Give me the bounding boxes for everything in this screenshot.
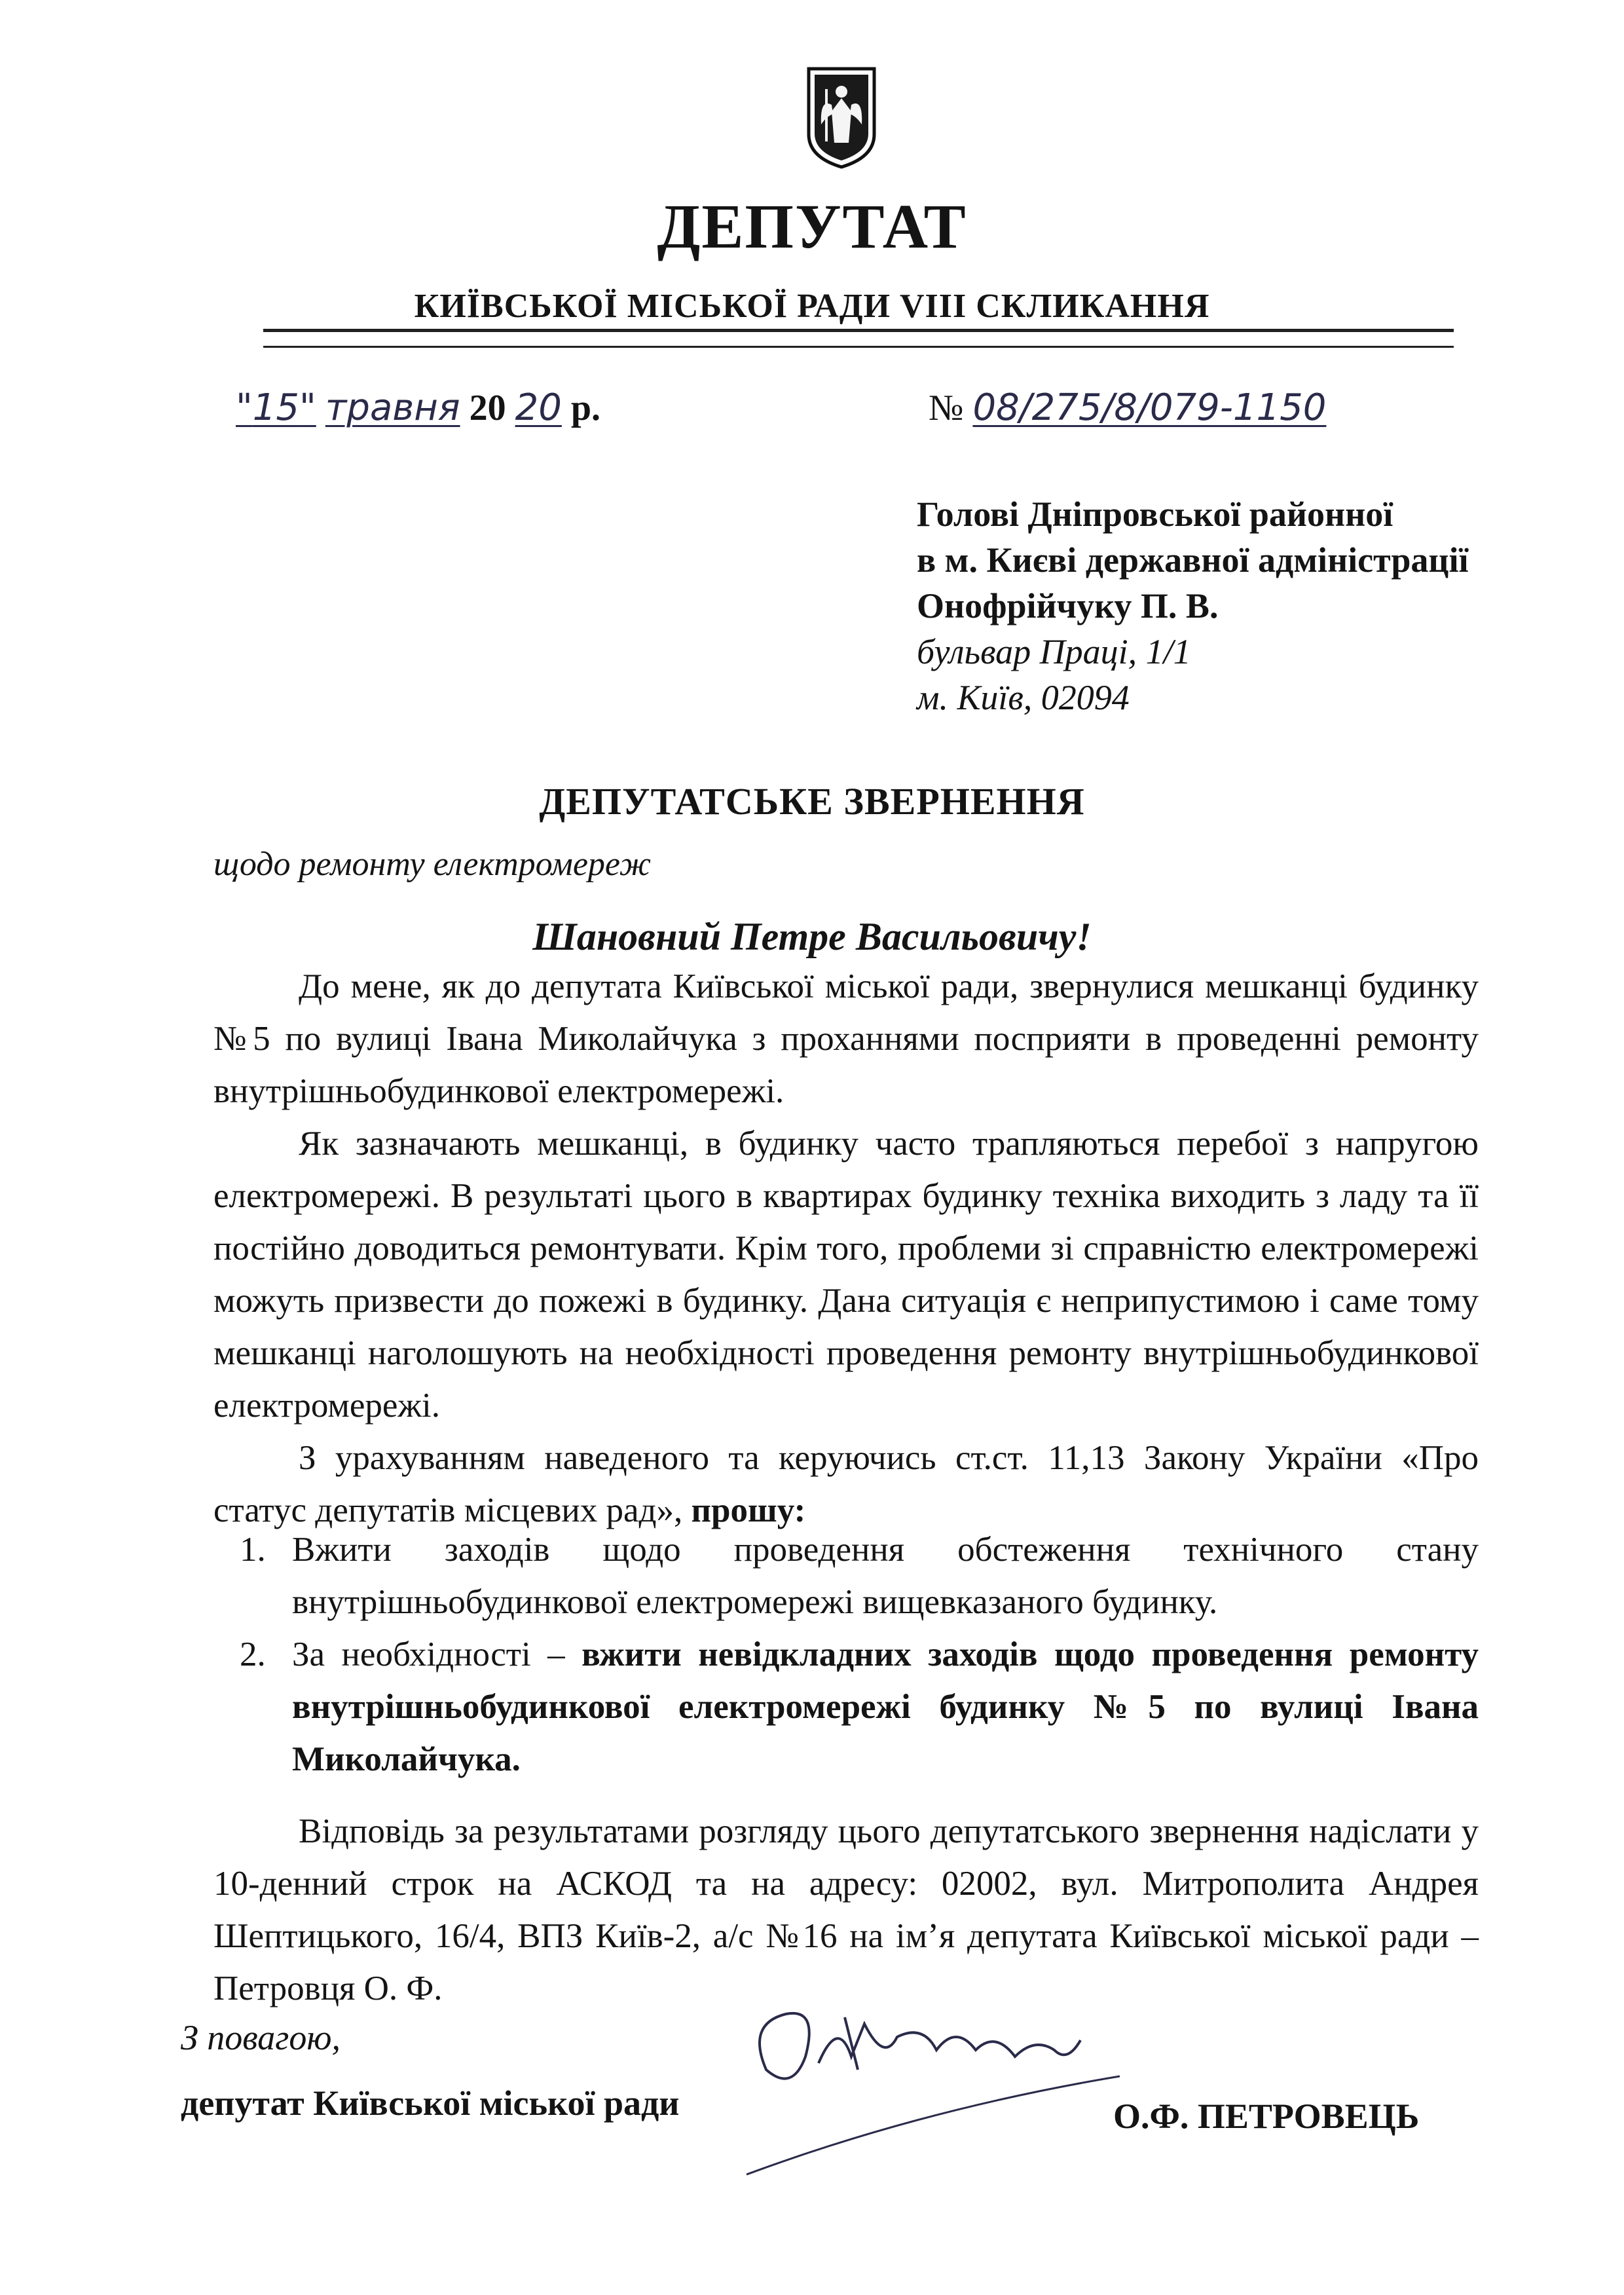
body-paragraph-1: До мене, як до депутата Київської міської ради, звернулися мешканці будинку №5 по вулиці Івана Миколайчука з проханнями посприяти в проведенні ремонту внутрішньобудинкової електромережі. [213,967,1479,1110]
date-suffix: р. [570,388,601,428]
document-reference [929,386,1326,429]
kyiv-coat-of-arms-icon [805,65,877,170]
handwritten-signature [727,1978,1133,2194]
addressee-line-1: Голові Дніпровської районної [917,494,1393,534]
request-item-1-number: 1. [240,1531,266,1569]
closing: З повагою, [181,2018,341,2057]
reference-prefix: № [929,388,964,428]
date-month: травня [325,386,460,429]
letterhead-title: ДЕПУТАТ [657,191,967,261]
addressee-line-2: в м. Києві державної адміністрації [917,540,1469,580]
signatory-position: депутат Київської міської ради [181,2083,680,2123]
date-close-quote: " [299,386,316,429]
date-year-prefix: 20 [469,388,506,428]
addressee-city: м. Київ, 02094 [917,678,1130,717]
request-verb: прошу: [691,1491,806,1529]
request-item-2 [213,1628,1479,1785]
addressee-block [917,491,1468,720]
request-item-1 [213,1523,1479,1628]
letterhead-rule-thick [263,329,1454,332]
reference-number: 08/275/8/079-1150 [972,386,1327,429]
salutation: Шановний Петре Васильовичу! [532,915,1092,958]
letterhead-subtitle: КИЇВСЬКОЇ МІСЬКОЇ РАДИ VIII СКЛИКАННЯ [414,288,1210,325]
request-item-2-bold: вжити невідкладних заходів щодо проведення ремонту внутрішньобудинкової електромережі будинку №5 по вулиці Івана Миколайчука. [292,1635,1479,1778]
request-item-2-number: 2. [240,1635,266,1673]
signatory-name: О.Ф. ПЕТРОВЕЦЬ [1113,2097,1420,2136]
request-item-1-text: Вжити заходів щодо проведення обстеження технічного стану внутрішньобудинкової електромережі вищевказаного будинку. [292,1531,1479,1621]
document-type: ДЕПУТАТСЬКЕ ЗВЕРНЕННЯ [539,780,1085,823]
document-date [236,386,600,429]
document-subject: щодо ремонту електромереж [213,846,652,883]
request-intro: З урахуванням наведеного та керуючись ст.ст. 11,13 Закону України «Про статус депутатів місцевих рад», [213,1439,1479,1529]
request-item-2-text [292,1628,1479,1785]
body-paragraph-2: Як зазначають мешканці, в будинку часто трапляються перебої з напругою електромережі. В результаті цього в квартирах будинку техніка виходить з ладу та її постійно доводиться ремонтувати. Крім того, проблеми зі справністю електромережі можуть призвести до пожежі в будинку. Дана ситуація є неприпустимою і саме тому мешканці наголошують на необхідності проведення ремонту внутрішньобудинкової електромережі. [213,1125,1479,1425]
body-paragraph-3 [213,1432,1479,1537]
date-year-suffix: 20 [515,386,562,429]
date-open-quote: " [236,386,253,429]
request-item-2-lead: За необхідності – [292,1635,565,1673]
body-paragraph-4: Відповідь за результатами розгляду цього депутатського звернення надіслати у 10-денний строк на АСКОД та на адресу: 02002, вул. Митрополита Андрея Шептицького, 16/4, ВПЗ Київ-2, а/с №16 на ім’я депутата Київської міської ради – Петровця О. Ф. [213,1812,1479,2007]
addressee-name: Онофрійчуку П. В. [917,586,1219,625]
letterhead-rule-thin [263,346,1454,348]
addressee-street: бульвар Праці, 1/1 [917,632,1191,671]
date-day: 15 [252,386,300,429]
